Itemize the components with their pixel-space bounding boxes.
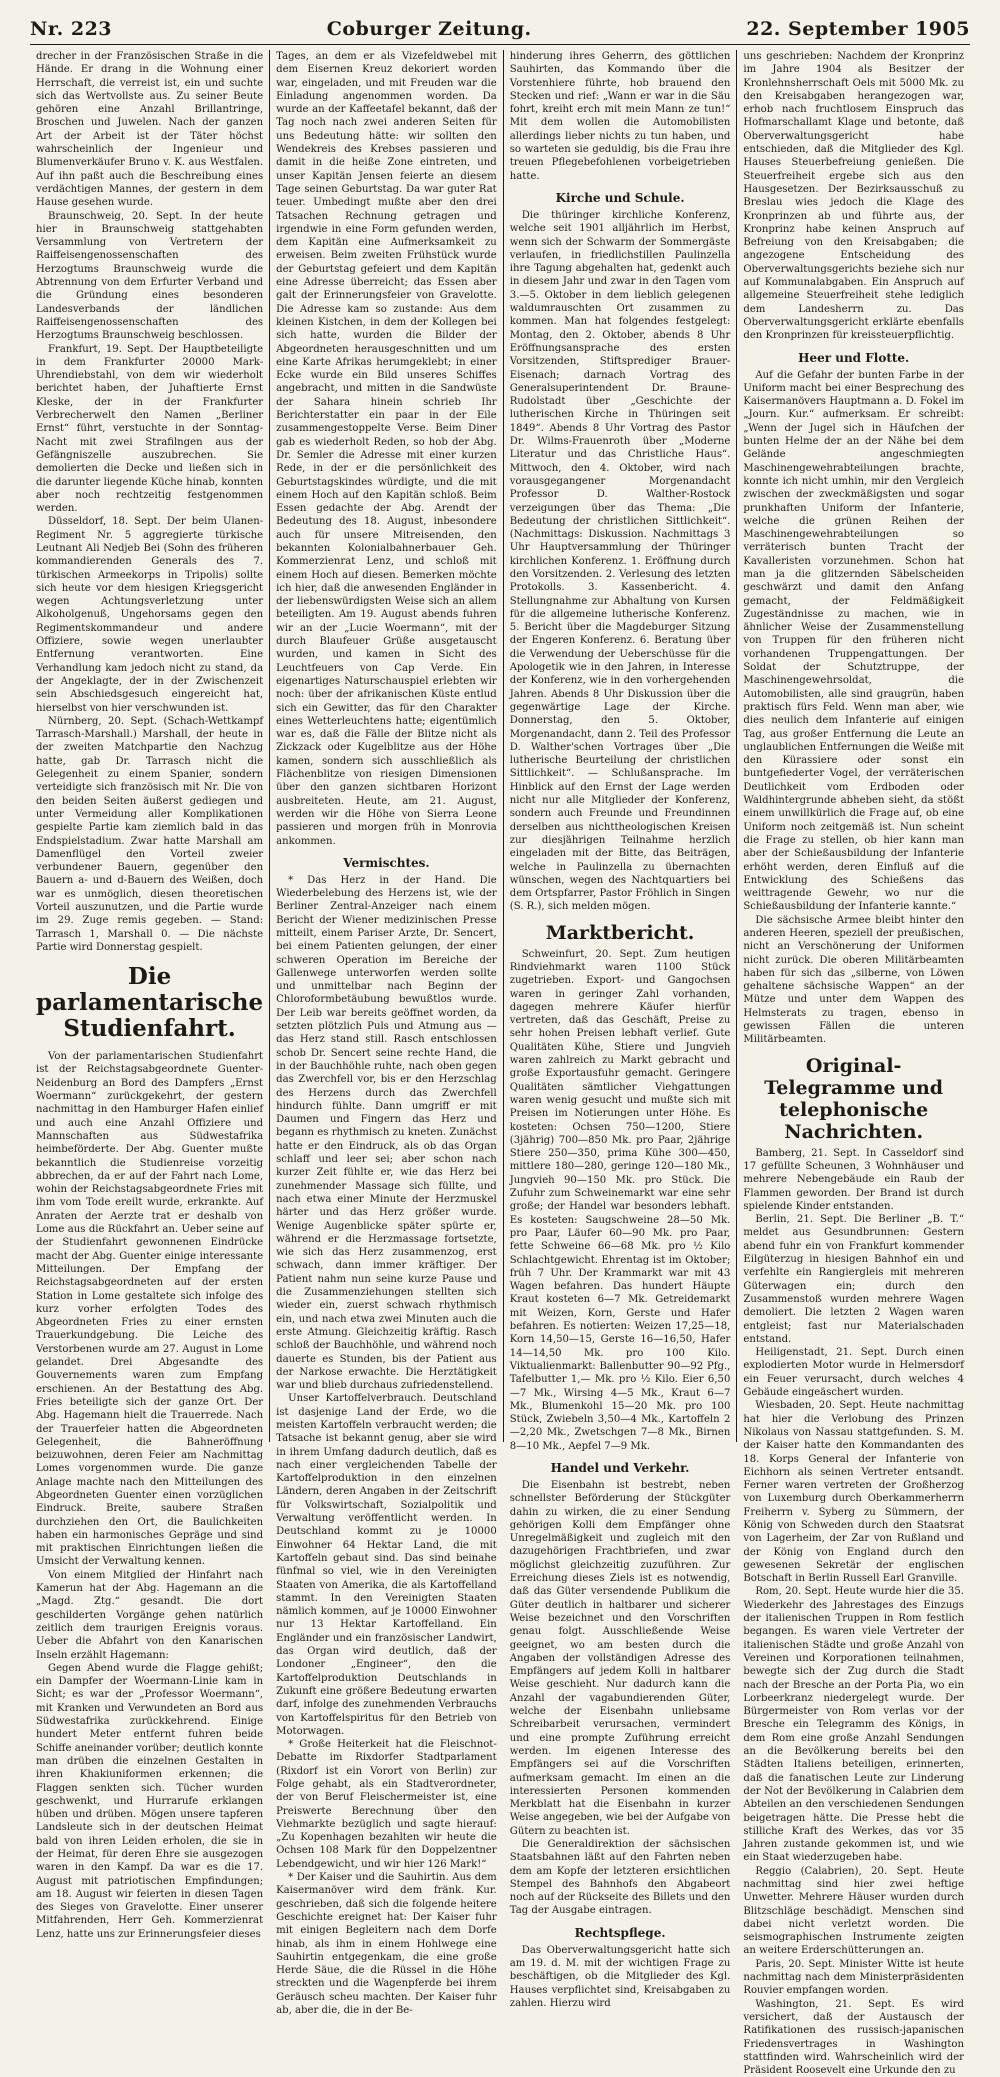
telegram-washington: Washington, 21. Sept. Es wird versichert, daß der Austausch der Ratifikationen des russisch-japanischen Friedensvertrages in Washington stattfinden wird. Wahrscheinlich wird der Präsident Roosevelt eine Urkunde den zu — [743, 1998, 964, 2077]
section-heading-telegramme: Original-Telegramme und telephonische Nachrichten. — [764, 1054, 944, 1143]
article-oberverwaltungsgericht: Das Oberverwaltungsgericht hatte sich am 19. d. M. mit der wichtigen Frage zu beschäftigen, ob die Mitglieder des Kgl. Hauses verpflichtet sind, Kreisabgaben zu zahlen. Hierzu wird — [509, 1944, 731, 2009]
article-staatsbahnen: Die Generaldirektion der sächsischen Staatsbahnen läßt auf den Fahrten neben dem am Kopfe der letzteren ersichtlichen Stempel des Bahnhofs den Abgabeort noch auf der Rückseite des Billets und den Tag der Ausgabe eintragen. — [509, 1839, 731, 1917]
telegram-paris: Paris, 20. Sept. Minister Witte ist heute nachmittag nach dem Ministerpräsidenten Rouvier empfangen worden. — [743, 1958, 964, 1997]
telegram-berlin: Berlin, 21. Sept. Die Berliner „B. T.“ meldet aus Gesundbrunnen: Gestern abend fuhr ein von Frankfurt kommender Eilgüterzug in hiesigen Bahnhof ein und verfehlte ein Rangiergleis mit mehreren Güterwagen ein; durch den Zusammenstoß wurden mehrere Wagen demoliert. Die letzten 2 Wagen waren entgleist; fast nur Materialschaden entstand. — [743, 1214, 964, 1345]
column-4 — [736, 50, 970, 2077]
column-2 — [269, 50, 503, 2017]
article-paragraph: uns geschrieben: Nachdem der Kronprinz im Jahre 1904 als Besitzer der Kronlehnsherrschaft Oels mit 5000 Mk. zu den Kreisabgaben herangezogen war, erhob nach fruchtlosem Einspruch das Hofmarschallamt Klage und betonte, daß Oberverwaltungsgericht habe entschieden, daß die Mitglieder des Kgl. Hauses Steuerbefreiung genießen. Die Steuerfreiheit ergebe sich aus den Hausgesetzen. Der Bezirksausschuß zu Breslau wies jedoch die Klage des Kronprinzen ab und führte aus, der Kronprinz habe keinen Anspruch auf Befreiung von den Kreisabgaben; die angezogene Entscheidung des Oberverwaltungsgerichts beziehe sich nur auf Kommunalabgaben. Ein Anspruch auf allgemeine Steuerfreiheit stehe lediglich dem Landesherrn zu. Das Oberverwaltungsgericht erklärte ebenfalls den Kronprinzen für kreissteuerpflichtig. — [743, 51, 964, 342]
news-frankfurt: Frankfurt, 19. Sept. Der Hauptbeteiligte in dem Frankfurter 20000 Mark-Uhrendiebstahl, von dem wir wiederholt berichtet haben, der Juhaftierte Ernst Kleske, der in der Frankfurter Verbrecherwelt den Namen „Berliner Ernst“ führt, verstuchte in der Sonntag-Nacht mit zwei Strafilngen aus der Gefängniszelle auszubrechen. Sie demolierten die Decke und ließen sich in die darunter liegende Küche hinab, konnten aber noch rechtzeitig festgenommen werden. — [36, 343, 264, 515]
telegram-wiesbaden: Wiesbaden, 20. Sept. Heute nachmittag hat hier die Verlobung des Prinzen Nikolaus von Nassau stattgefunden. S. M. der Kaiser hatte den Kommandanten des 18. Korps General der Infanterie von Eichhorn als seinen Vertreter entsandt. Ferner waren vertreten der Großherzog von Luxemburg durch Oberkammerherrn Freiherrn v. Syberg zu Sümmern, der König von Schweden durch den Staatsrat von Lagerheim, der Zar von Rußland und der König von England durch den gewesenen Sekretär der englischen Botschaft in Berlin Russell Earl Granville. — [743, 1400, 964, 1585]
telegram-reggio: Reggio (Calabrien), 20. Sept. Heute nachmittag sind hier zwei heftige Unwetter. Mehrere Häuser wurden durch Blitzschläge beschädigt. Menschen sind dabei nicht verletzt worden. Die seismographischen Instrumente zeigten an weitere Erderschütterungen an. — [743, 1865, 964, 1957]
article-eisenbahn: Die Eisenbahn ist bestrebt, neben schnellster Beförderung der Stückgüter dahin zu wirken, die zu einer Sendung gehörigen Kolli dem Empfänger ohne Unregelmäßigkeit und zugleich mit den dazugehörigen Frachtbriefen, und zwar möglichst gleichzeitig zuzuführen. Zur Erreichung dieses Ziels ist es notwendig, daß das Güter versendende Publikum die Güter deutlich in haltbarer und sicherer Weise bezeichnet und den Vorschriften genau folgt. Ausschließende Weise geeignet, wo am besten durch die Angaben der vollständigen Adresse des Empfängers auf jedem Kolli in haltbarer Weise geschieht. Nur dadurch kann die Anzahl der vagabundierenden Güter, welche der Eisenbahn unliebsame Schreibarbeit verursachen, vermindert und eine prompte Zuführung erreicht werden. Im eigenen Interesse des Empfängers sei auf die Vorschriften aufmerksam gemacht. Im einen an die interessierten Personen kommenden Merkblatt hat die Eisenbahn in kurzer Weise angegeben, wie bei der Aufgabe von Gütern zu beachten ist. — [509, 1479, 731, 1837]
article-heiterkeit: * Große Heiterkeit hat die Fleischnot-Debatte im Rixdorfer Stadtparlament (Rixdorf ist ein Vorort von Berlin) zur Folge gehabt, als ein Stadtverordneter, der von Beruf Fleischermeister ist, eine Preiswerte Berechnung über den Viehmarkte bezüglich und sagte hierauf: „Zu Kopenhagen bezahlten wir heute die Ochsen 108 Mark für den Doppelzentner Lebendgewicht, und wir hier 126 Mark!“ — [276, 1739, 497, 1870]
column-3 — [503, 50, 737, 2009]
article-paragraph: Gegen Abend wurde die Flagge gehißt; ein Dampfer der Woermann-Linie kam in Sicht; es war der „Professor Woermann“, mit Kranken und Verwundeten an Bord aus Südwestafrika zurückkehrend. Einige hundert Meter entfernt fuhren beide Schiffe aneinander vorüber; deutlich konnte man drüben die einzelnen Gestalten in ihren Khakiuniformen erkennen; die Flaggen senkten sich. Tücher wurden geschwenkt, und Hurrarufe erklangen hüben und drüben. Mögen unsere tapferen Landsleute sich in der deutschen Heimat bald von ihren Leiden erholen, die sie in der Heimat, für deren Ehre sie ausgezogen waren in den Kampf. Da war es die 17. August mit patriotischen Empfindungen; am 18. August wir feierten in diesen Tagen des Sieges von Gravelotte. Einer unserer Mitfahrenden, Herr Geh. Kommerzienrat Lenz, hatte uns zur Erinnerungsfeier dieses — [36, 1662, 264, 1940]
article-kaiser: * Der Kaiser und die Sauhirtin. Aus dem Kaisermanöver wird dem fränk. Kur. geschrieben, daß sich die folgende heitere Geschichte ereignet hat: Der Kaiser fuhr mit einigen Begleitern nach dem Dorfe hinab, als ihm in einem Hohlwege eine Sauhirtin entgegenkam, die eine große Herde Säue, die die Rüssel in die Höhe streckten und die Wagenpferde bei ihrem Geräusch scheu machten. Der Kaiser fuhr ab, aber die, die in der Be- — [276, 1872, 497, 2017]
article-paragraph: hinderung ihres Geherrn, des göttlichen Sauhirten, das Kommando über die Vorstenhiere führte, hob brauend den Stecken und rief: „Wann er war in die Säu fohrt, kreiht erch mit mein Mann ze tun!“ Mit dem wollen die Automobilisten allerdings lieber nichts zu tun haben, und so warteten sie geduldig, bis die Frau ihre treuen Pflegebefohlenen vorbeigetrieben hatte. — [509, 51, 731, 182]
section-heading-handel: Handel und Verkehr. — [550, 1460, 690, 1475]
article-markt: Schweinfurt, 20. Sept. Zum heutigen Rindviehmarkt waren 1100 Stück zugetrieben. Export- und Gangochsen waren in geringer Zahl vorhanden, dagegen mehrere Käufer hierfür vertreten, daß das Geschäft, Preise zu sehr hohen Preisen lebhaft verlief. Gute Qualitäten Kühe, Stiere und Jungvieh waren zahlreich zu Markt gebracht und große Exportausfuhr gemacht. Geringere Qualitäten sämtlicher Viehgattungen waren wenig gesucht und mußte sich mit Preisen im Notierungen unter Höhe. Es kosteten: Ochsen 750—1200, Stiere (3jährig) 700—850 Mk. pro Paar, 2jährige Stiere 250—350, prima Kühe 300—450, mittlere 180—280, geringe 120—180 Mk., Jungvieh 90—150 Mk. pro Stück. Die Zufuhr zum Schweinemarkt war eine sehr große; der Handel war besonders lebhaft. Es kosteten: Saugschweine 28—50 Mk. pro Paar, Läufer 60—90 Mk. pro Paar, fette Schweine 66—68 Mk. pro ½ Kilo Schlachtgewicht. Ehrentag ist im Oktober; früh 7 Uhr. Der Krammarkt war mit 43 Wagen befahren. Das hundert Häupte Kraut kosteten 6—7 Mk. Getreidemarkt mit Weizen, Korn, Gerste und Hafer befahren. Es notierten: Weizen 17,25—18, Korn 14,50—15, Gerste 16—16,50, Hafer 14—14,50 Mk. pro 100 Kilo. Viktualienmarkt: Ballenbutter 90—92 Pfg., Tafelbutter 1,— Mk. pro ½ Kilo. Eier 6,50—7 Mk., Wirsing 4—5 Mk., Kraut 6—7 Mk., Blumenkohl 15—20 Mk. pro 100 Stück, Zwiebeln 3,50—4 Mk., Kartoffeln 2—2,20 Mk., Zwetschgen 7—8 Mk., Birnen 8—10 Mk., Aepfel 7—9 Mk. — [509, 948, 731, 1452]
section-heading-rechtspflege: Rechtspflege. — [574, 1925, 666, 1940]
section-heading-heer: Heer und Flotte. — [798, 350, 910, 365]
telegram-rom: Rom, 20. Sept. Heute wurde hier die 35. Wiederkehr des Jahrestages des Einzugs der italienischen Truppen in Rom festlich begangen. Es waren viele Vertreter der italienischen Städte und große Anzahl von Vereinen und Korporationen teilnahmen, bewegte sich der Zug durch die Stadt nach der Bresche an der Porta Pia, wo ein Lorbeerkranz niedergelegt wurde. Der Bürgermeister von Rom verlas vor der Bresche ein Telegramm des Königs, in dem Rom eine große Anzahl Sendungen an die Bevölkerung bereits bei den Städten Italiens beteiligen, erinnerten, daß die fanatischen Leute zur Linderung der Not der Bevölkerung in Calabrien dem Abteilen an den verschiedenen Sendungen beigetragen hätte. Die Presse hebt die stilliche Kraft des Werkes, das vor 35 Jahren zustande gekommen ist, und wie ein Staat wiederzugeben habe. — [743, 1586, 964, 1864]
article-herz: * Das Herz in der Hand. Die Wiederbelebung des Herzens ist, wie der Berliner Zentral-Anzeiger nach einem Bericht der Wiener medizinischen Presse mitteilt, einem Pariser Arzte, Dr. Sencert, bei einem Patienten gelungen, der einer schweren Operation im Bereiche der Gallenwege unterworfen werden sollte und unmittelbar nach Beginn der Chloroformbetäubung bewußtlos wurde. Der Leib war bereits geöffnet worden, da setzten plötzlich Puls und Atmung aus — das Herz stand still. Rasch entschlossen schob Dr. Sencert seine rechte Hand, die in der Bauchhöhle ruhte, nach oben gegen das Zwerchfell vor, bis er den Herzschlag des Herzens durch das Zwerchfell hindurch fühlte. Dann umgriff er mit Daumen und Fingern das Herz und begann es rhythmisch zu kneten. Zunächst hatte er den Eindruck, als ob das Organ schlaff und leer sei; aber schon nach kurzer Zeit fühlte er, wie das Herz bei zunehmender Massage sich füllte, und nach etwa einer Minute der Herzmuskel härter und das Herz größer wurde. Wenige Augenblicke später spürte er, während er die Herzmassage fortsetzte, wie sich das Herz zusammenzog, erst schwach, dann immer kräftiger. Der Patient nahm nun seine kurze Pause und die Zusammenziehungen stellten sich wieder ein, zuerst schwach rhythmisch ein, und nach etwa zwei Minuten auch die erste Atmung. Gleichzeitig kräftig. Rasch schloß der Bauchhöhle, und während noch dauerte es Stunden, bis der Patient aus der Narkose erwachte. Die Herztätigkeit war und blieb durchaus zufriedenstellend. — [276, 874, 497, 1392]
article-saechsische-armee: Die sächsische Armee bleibt hinter den anderen Heeren, speziell der preußischen, nicht an Verschönerung der Uniformen nicht zurück. Die oberen Militärbeamten haben für sich das „silberne, von Löwen gehaltene sächsische Wappen“ an der Mütze und unter dem Wappen des Helmsterats zu tragen, ebenso in gewissen Fällen die unteren Militärbeamten. — [743, 914, 964, 1046]
column-1 — [30, 50, 269, 1940]
issue-number: Nr. 223 — [30, 18, 113, 40]
article-paragraph: Tages, an dem er als Vizefeldwebel mit dem Eisernen Kreuz dekoriert worden war, eingeladen, und mit Freuden war die Einladung angenommen worden. Da wurde an der Kaffeetafel bekannt, daß der Tag noch nach zwei anderen Seiten für uns Bedeutung hätte: wir sollten den Wendekreis des Krebses passieren und damit in die heiße Zone eintreten, und unser Kapitän Jensen feierte an diesem Tage seinen Geburtstag. Da war guter Rat teuer. Umbedingt mußte aber den drei Tatsachen Rechnung getragen und irgendwie in eine Form gefunden werden, dem Kapitän eine Aufmerksamkeit zu erweisen. Beim zweiten Frühstück wurde der Geburtstag gefeiert und dem Kapitän eine Adresse überreicht; das Essen aber galt der Erinnerungsfeier von Gravelotte. Die Adresse kam so zustande: Aus dem kleinen Kistchen, in dem der Kollegen bei sich hatte, wurden die Bilder der Abgeordneten herausgeschnitten und um eine Karte Afrikas herumgeklebt; in einer Ecke wurde ein Bild unseres Schiffes angebracht, und mitten in die Sandwüste der Sahara hinein schrieb Ihr Berichterstatter ein paar in der Eile zusammengestoppelte Verse. Beim Diner gab es wiederholt Reden, so hob der Abg. Dr. Semler die Adresse mit einer kurzen Rede, in der er die persönlichkeit des Geburtstagskindes würdigte, und die mit einem Hoch auf den Kapitän schloß. Beim Essen gedachte der Abg. Arendt der Bedeutung des 18. August, inbesondere auch für unsere Mitreisenden, den bekannten Kolonialbahnerbauer Geh. Kommerzienrat Lenz, und schloß mit einem Hoch auf diesen. Bemerken möchte ich hier, daß die anwesenden Engländer in der liebenswürdigsten Weise sich an allem beteiligten. Am 19. August abends fuhren wir an der „Lucie Woermann“, mit der durch Blaufeuer Grüße ausgetauscht wurden, und kamen in Sicht des Leuchtfeuers von Cap Verde. Ein eigenartiges Naturschauspiel erlebten wir noch: über der afrikanischen Küste entlud sich ein Gewitter, das für den Charakter eines Wetterleuchtens hatte; eigentümlich war es, daß die Fälle der Blitze nicht als Zickzack oder Kugelblitze aus der Höhe kamen, sondern sich ausschließlich als Flächenblitze von riesigen Dimensionen über den ganzen sichtbaren Horizont ausbreiteten. Heute, am 21. August, werden wir die Höhe von Sierra Leone passieren und morgen früh in Monrovia ankommen. — [276, 51, 497, 847]
article-kartoffel: Unser Kartoffelverbrauch. Deutschland ist dasjenige Land der Erde, wo die meisten Kartoffeln verbraucht werden; die Tatsache ist bekannt genug, aber sie wird in ihrem Umfang dadurch deutlich, daß es nach einer vergleichenden Tabelle der Kartoffelproduktion in den einzelnen Ländern, deren Angaben in der Zeitschrift für Volkswirtschaft, Sozialpolitik und Verwaltung veröffentlicht werden. In Deutschland kommt zu je 10000 Einwohner 64 Hektar Land, die mit Kartoffeln gebaut sind. Das sind beinahe fünfmal so viel, wie in den Vereinigten Staaten von Amerika, die als Kartoffelland stammt. In den Vereinigten Staaten nämlich kommen, auf je 10000 Einwohner nur 13 Hektar Kartoffelland. Ein Engländer und ein französischer Landwirt, das Organ wird deutlich, daß der Londoner „Engineer“, den die Kartoffelproduktion Deutschlands in Zukunft eine größere Bedeutung erwarten darf, infolge des zunehmenden Verbrauchs von Kartoffelspiritus für den Betrieb von Motorwagen. — [276, 1393, 497, 1737]
article-paragraph: Von der parlamentarischen Studienfahrt ist der Reichstagsabgeordnete Guenter-Neidenburg an Bord des Dampfers „Ernst Woermann“ zurückgekehrt, der gestern nachmittag in den Hamburger Hafen einlief und auch eine Anzahl Offiziere und Mannschaften aus Südwestafrika heimbeförderte. Der Abg. Guenter mußte bekanntlich die Studienreise vorzeitig abbrechen, da er auf der Fahrt nach Lome, wohin der Reichstagsabgeordnete Fries mit ihm vom Tode ereilt wurde, erkrankte. Auf Anraten der Aerzte trat er deshalb von Lome aus die Rückfahrt an. Ueber seine auf der Studienfahrt gewonnenen Eindrücke macht der Abg. Guenter einige interessante Mitteilungen. Der Empfang der Reichstagsabgeordneten auf der ersten Station in Lome gestaltete sich infolge des kurz vorher erfolgten Todes des Abgeordneten Fries zu einer ernsten Trauerkundgebung. Die Leiche des Verstorbenen wurde am 27. August in Lome gelandet. Drei Abgesandte des Gouvernements waren zum Empfang erschienen. An der Bestattung des Abg. Fries beteiligte sich der ganze Ort. Der Abg. Hagemann hielt die Trauerrede. Nach der Trauerfeier hatten die Abgeordneten Gelegenheit, die Bahneröffnung beizuwohnen, deren Feier am Nachmittag Lomes vorgenommen wurde. Die ganze Anlage machte nach den Mitteilungen des Abgeordneten Guenter einen vorzüglichen Eindruck. Breite, saubere Straßen durchziehen den Ort, die Baulichkeiten haben ein harmonisches Gepräge und sind mit praktischen Einrichtungen ließen die Umsicht der Verwaltung kennen. — [36, 1051, 264, 1568]
article-paragraph: drecher in der Französischen Straße in die Hände. Er drang in die Wohnung einer Herrschaft, die verreist ist, ein und suchte sich das Wertvollste aus. Zu seiner Beute gehören eine Anzahl Brillantringe, Broschen und Juwelen. Nach der ganzen Art der Arbeit ist der Täter höchst wahrscheinlich der Ingenieur und Blumenverkäufer Bruno v. K. aus Westfalen. Auf ihn paßt auch die Beschreibung eines verdächtigen Mannes, der gestern in dem Hause gesehen wurde. — [36, 51, 264, 209]
article-paragraph: Von einem Mitglied der Hinfahrt nach Kamerun hat der Abg. Hagemann an die „Magd. Ztg.“ gesandt. Die dort geschilderten Vorgänge gehen natürlich zeitlich dem traurigen Ereignis voraus. Ueber die Abfahrt von den Kanarischen Inseln erzählt Hagemann: — [36, 1569, 264, 1661]
article-farbe: Auf die Gefahr der bunten Farbe in der Uniform macht bei einer Besprechung des Kaisermanövers Hauptmann a. D. Fokel im „Journ. Kur.“ aufmerksam. Er schreibt: „Wenn der Jugel sich in Häufchen der bunten Helme der an der Nähe bei dem Gelände angeschmiegten Maschinengewehrabteilungen brachte, konnte ich nicht umhin, mir den Vergleich zwischen der zweckmäßigsten und sogar prunkhaften Uniform der Infanterie, welche die grünen Reihen der Maschinengewehrabteilungen so verräterisch bunten Tracht der Kavalleristen vorzunehmen. Schon hat man ja die glitzernden Säbelscheiden geschwärzt und damit den Anfang gemacht, der Feldmäßigkeit Zugeständnisse zu machen, wie in ähnlicher Weise der Zusammenstellung von Truppen für den früheren nicht vorhandenen Truppengattungen. Der Soldat der Schutztruppe, der Maschinengewehrsoldat, die Automobilisten, alle sind graugrün, haben praktisch fürs Feld. Wenn man aber, wie dies neulich dem Infanterie auf einigen Tag, aus großer Entfernung die Leute an unglaublichen Entfernungen die Weiße mit den Kürassiere oder sonst ein buntgefiederter Vogel, der verräterischen Deutlichkeit vom Erdboden oder Waldhintergrunde abheben sieht, da stößt einem unwillkürlich die Frage auf, ob eine Uniform noch zeitgemäß ist. Nun scheint die Frage zu stellen, ob hier kann man aber der Schießausbildung der Infanterie erhöht werden, deren Einfluß auf die Entwicklung des Schießens das weittragende Gewehr, wo nur die Schießausbildung der Infanterie kannte.“ — [743, 369, 964, 913]
news-nuernberg: Nürnberg, 20. Sept. (Schach-Wettkampf Tarrasch-Marshall.) Marshall, der heute in der zweiten Matchpartie den Nachzug hatte, gab Dr. Tarrasch nicht die Gelegenheit zu einem Spanier, sondern verteidigte sich französisch mit Nr. Die von den beiden Seiten äußerst gediegen und unter Vermeidung aller Komplikationen gespielte Partie kam ziemlich bald in das Endspielstadium. Zwar hatte Marshall am Damenflügel den Vorteil zweier verbundener Bauern, gegenüber den Bauern a- und d-Bauern des Weißen, doch war es unmöglich, diesen theoretischen Vorteil auszunutzen, und die Partie wurde im 29. Zuge remis gegeben. — Stand: Tarrasch 1, Marshall 0. — Die nächste Partie wird Donnerstag gespielt. — [36, 715, 264, 953]
section-heading-kirche: Kirche und Schule. — [555, 190, 685, 205]
telegram-bamberg: Bamberg, 21. Sept. In Casseldorf sind 17 gefüllte Scheunen, 3 Wohnhäuser und mehrere Nebengebäude ein Raub der Flammen geworden. Der Brand ist durch spielende Kinder entstanden. — [743, 1147, 964, 1212]
article-konferenz: Die thüringer kirchliche Konferenz, welche seit 1901 alljährlich im Herbst, wenn sich der Schwarm der Sommergäste verlaufen, in friedlichstillen Paulinzella ihre Tagung abgehalten hat, gedenkt auch in diesem Jahr und zwar in den Tagen vom 3.—5. Oktober in dem lieblich gelegenen waldumrauschten Ort zusammen zu kommen. Man hat folgendes festgelegt: Montag, den 2. Oktober, abends 8 Uhr Eröffnungsansprache des ersten Vorsitzenden, Stiftsprediger Brauer-Eisenach; darnach Vortrag des Generalsuperintendent Dr. Braune-Rudolstadt über „Geschichte der lutherischen Kirche in Thüringen seit 1849“. Abends 8 Uhr Vortrag des Pastor Dr. Wilms-Frauenroth über „Moderne Literatur und das Christliche Haus“. Mittwoch, den 4. Oktober, wird nach vorausgegangener Morgenandacht Professor D. Walther-Rostock verzeigungen über das Thema: „Die Bedeutung der christlichen Sittlichkeit“. (Nachmittags: Diskussion. Nachmittags 3 Uhr Hauptversammlung der Thüringer kirchlichen Konferenz. 1. Eröffnung durch den Vorsitzenden. 2. Verlesung des letzten Protokolls. 3. Kassenbericht. 4. Stellungnahme zur Abhaltung von Kursen für die allgemeine lutherische Konferenz. 5. Bericht über die Magdeburger Sitzung der Engeren Konferenz. 6. Beratung über die Verwendung der Ueberschüsse für die Apologetik wie in den Jahren, in Interesse der Konferenz, wie in den vorhergehenden Jahren. Abends 8 Uhr Diskussion über die gegenwärtige Lage der Kirche. Donnerstag, den 5. Oktober, Morgenandacht, dann 2. Teil des Professor D. Walther'schen Vortrages über „Die lutherische Beurteilung der christlichen Sittlichkeit“. — Schlußansprache. Im Hinblick auf den Ernst der Lage werden nicht nur alle Mitglieder der Konferenz, sondern auch Freunde und Freundinnen derselben aus nichttheologischen Kreisen zur diesjährigen Teilnahme herzlich eingeladen mit der Bitte, das Beiträgen, welche in Paulinzella zu übernachten wünschen, wegen des Nachtquartiers bei dem Ortspfarrer, Pastor Fröhlich in Singen (S. R.), sich melden mögen. — [509, 209, 731, 913]
masthead — [30, 14, 970, 40]
section-heading-studienfahrt: Die parlamentarische Studienfahrt. — [36, 963, 264, 1043]
news-duesseldorf: Düsseldorf, 18. Sept. Der beim Ulanen-Regiment Nr. 5 aggregierte türkische Leutnant Ali Nedjeb Bei (Sohn des früheren kommandierenden Generals des 7. türkischen Armeekorps in Tripolis) sollte sich heute vor dem hiesigen Kriegsgericht wegen Achtungsverletzung unter Alkoholgenuß, Ungehorsams gegen den Regimentskommandeur und andere Offiziere, sowie wegen unerlaubter Entfernung verantworten. Eine Verhandlung kam jedoch nicht zu stand, da der Angeklagte, der in der Zwischenzeit sein Abschiedsgesuch eingereicht hat, hierselbst von hier verschwunden ist. — [36, 516, 264, 714]
article-columns — [30, 50, 970, 2077]
masthead-rule — [30, 44, 970, 45]
newspaper-title: Coburger Zeitung. — [326, 18, 532, 40]
issue-date: 22. September 1905 — [746, 18, 970, 40]
section-heading-vermischtes: Vermischtes. — [343, 855, 430, 870]
telegram-heiligenstadt: Heiligenstadt, 21. Sept. Durch einen explodierten Motor wurde in Helmersdorf ein Feuer verursacht, durch welches 4 Gebäude eingeäschert wurden. — [743, 1347, 964, 1399]
section-heading-marktbericht: Marktbericht. — [545, 921, 695, 944]
news-braunschweig: Braunschweig, 20. Sept. In der heute hier in Braunschweig stattgehabten Versammlung von Vertretern der Raiffeisengenossenschaften des Herzogtums Braunschweig wurde die Abtrennung von dem Erfurter Verband und die Gründung eines besonderen Landesverbands der ländlichen Raiffeisengenossenschaften des Herzogtums Braunschweig beschlossen. — [36, 210, 264, 342]
